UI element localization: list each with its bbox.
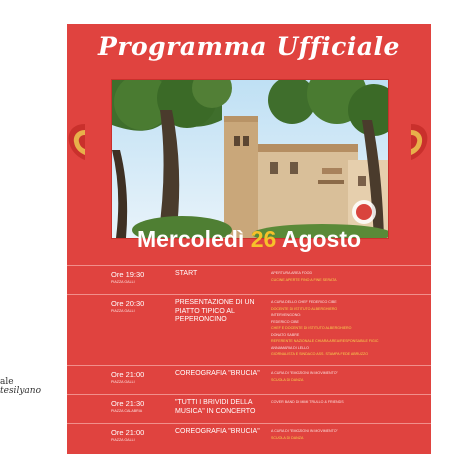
schedule-note: DONATO SABRE — [271, 332, 300, 337]
schedule-time: Ore 21:00 — [111, 370, 145, 379]
schedule-event: COREOGRAFIA "BRUCIA" — [175, 370, 260, 377]
schedule-note: REFERENTE NAZIONALE CHIARA AREA/RESPONSABILE FIGIC — [271, 339, 379, 343]
schedule-note: CHEF E DOCENTE DI ISTITUTO ALBERGHIERO — [271, 326, 352, 330]
schedule-place: PIAZZA CALABRIA — [111, 409, 143, 413]
schedule-place: PIAZZA GALLI — [111, 438, 135, 442]
schedule-note: DOCENTE DI ISTITUTO ALBERGHIERO — [271, 306, 338, 311]
poster-title: Programma Ufficiale — [98, 32, 400, 61]
right-heart-ornament-icon — [411, 122, 429, 162]
schedule-time: Ore 21:30 — [111, 399, 145, 408]
schedule-notes — [271, 400, 421, 407]
logo-line-3 — [0, 396, 64, 400]
schedule-note: INTERVENGONO: — [271, 313, 302, 317]
schedule-note: COVER BAND DI MIMI TRULLO & FRIENDS — [271, 400, 344, 404]
schedule-place: PIAZZA GALLI — [111, 309, 135, 313]
schedule-place: PIAZZA GALLI — [111, 380, 135, 384]
schedule-place: PIAZZA GALLI — [111, 280, 135, 284]
schedule-notes — [271, 429, 421, 442]
schedule-notes — [271, 371, 421, 384]
date-number: 26 — [250, 226, 277, 252]
schedule-note: GIORNALISTA E SINDACO ASS. STAMPA FEDE ABRUZZO — [271, 352, 369, 356]
schedule-row — [67, 365, 431, 395]
schedule-event: COREOGRAFIA "BRUCIA" — [175, 428, 260, 435]
schedule-event: "TUTTI I BRIVIDI DELLA MUSICA" IN CONCERTO — [175, 399, 256, 415]
schedule-time: Ore 20:30 — [111, 299, 145, 308]
schedule-row — [67, 294, 431, 366]
schedule-row — [67, 423, 431, 454]
schedule-event: PRESENTAZIONE DI UN PIATTO TIPICO AL PEPERONCINO — [175, 299, 255, 323]
logo-line-1: ale — [0, 377, 14, 387]
schedule-notes — [271, 271, 421, 284]
schedule-notes — [271, 300, 421, 359]
date-month: Agosto — [281, 226, 362, 252]
logo-line-2: tesilyano — [0, 386, 41, 396]
schedule-event: START — [175, 270, 198, 277]
village-photo — [111, 79, 389, 239]
schedule-note: FEDERICO CIBE — [271, 319, 299, 324]
schedule-time: Ore 21:00 — [111, 428, 145, 437]
event-date — [67, 226, 431, 253]
left-heart-ornament-icon — [67, 122, 85, 162]
program-poster — [67, 24, 431, 454]
schedule-note: APERTURA AREA FOOD — [271, 271, 313, 275]
schedule-note: A CURA DI "EMOZIONI IN MOVIMENTO" — [271, 429, 338, 433]
sponsor-logo — [0, 378, 64, 400]
schedule-note: CUCINE APERTE FINO A FINE SERATA — [271, 277, 337, 282]
schedule-note: A CURA DI "EMOZIONI IN MOVIMENTO" — [271, 371, 338, 375]
schedule-note: ANNAMARIA DI LELLO — [271, 345, 309, 350]
schedule-row — [67, 265, 431, 295]
schedule-note: SCUOLA DI DANZA — [271, 435, 304, 440]
schedule-row — [67, 394, 431, 424]
schedule-note: A CURA DELLO CHEF FEDERICO CIBE — [271, 300, 337, 304]
schedule-time: Ore 19:30 — [111, 270, 145, 279]
schedule-note: SCUOLA DI DANZA — [271, 377, 304, 382]
date-day: Mercoledì — [136, 226, 245, 252]
